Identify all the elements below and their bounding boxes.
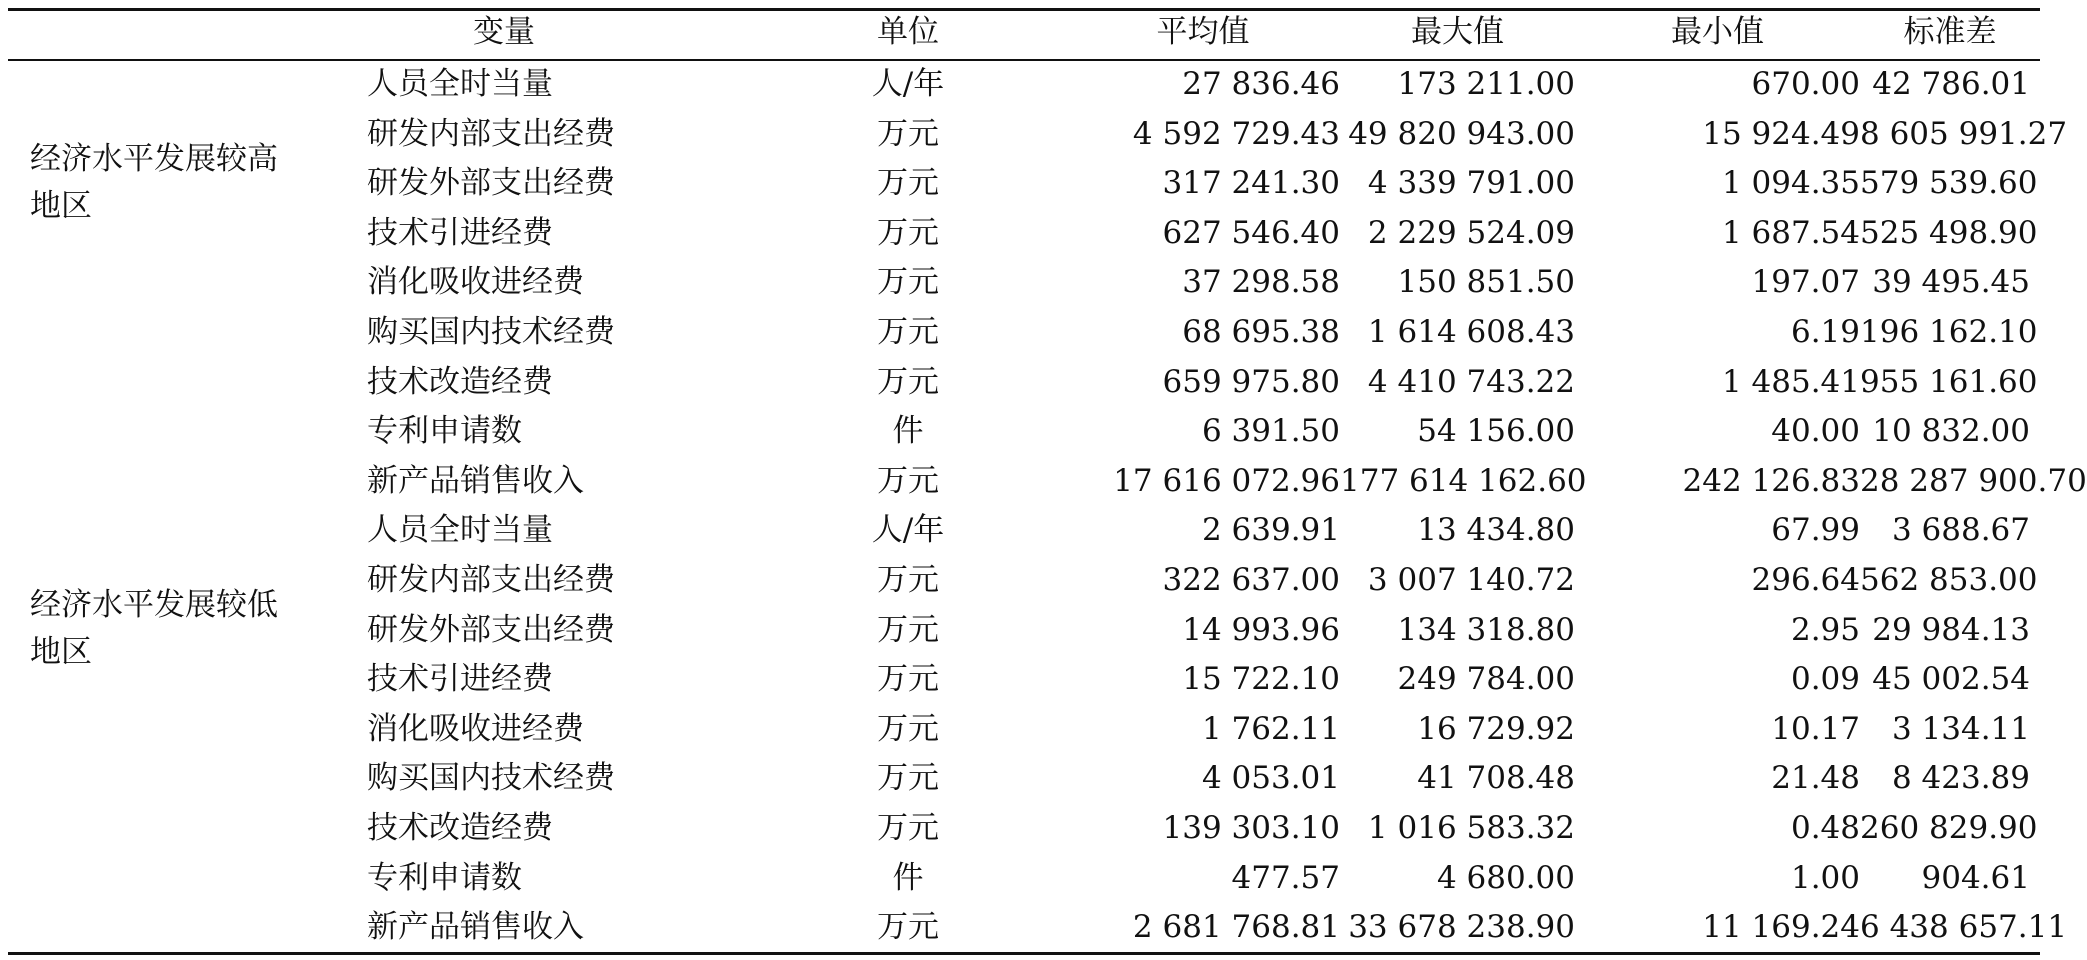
std-cell: 3 134.11 bbox=[1891, 710, 2030, 747]
mean-cell: 37 298.58 bbox=[1182, 264, 1340, 301]
min-cell: 1 485.41 bbox=[1721, 363, 1860, 400]
region-spacer-cell bbox=[8, 258, 353, 308]
unit-cell: 人/年 bbox=[871, 512, 945, 549]
unit-cell: 万元 bbox=[877, 809, 939, 846]
mean-cell: 2 681 768.81 bbox=[1132, 909, 1340, 946]
variable-cell: 专利申请数 bbox=[367, 413, 522, 450]
unit-cell: 万元 bbox=[877, 561, 939, 598]
unit-cell: 万元 bbox=[877, 760, 939, 797]
max-cell: 16 729.92 bbox=[1417, 710, 1575, 747]
max-cell: 4 339 791.00 bbox=[1367, 165, 1575, 202]
mean-cell: 317 241.30 bbox=[1162, 165, 1340, 202]
variable-cell: 研发外部支出经费 bbox=[367, 165, 615, 202]
max-cell: 54 156.00 bbox=[1417, 413, 1575, 450]
region-label-line: 经济水平发展较低 bbox=[30, 587, 278, 623]
mean-cell: 1 762.11 bbox=[1201, 710, 1340, 747]
std-cell: 45 002.54 bbox=[1872, 661, 2030, 698]
std-cell: 6 438 657.11 bbox=[1860, 909, 2068, 946]
mean-cell: 68 695.38 bbox=[1182, 313, 1340, 350]
variable-cell: 新产品销售收入 bbox=[367, 909, 584, 946]
variable-cell: 购买国内技术经费 bbox=[367, 313, 615, 350]
unit-cell: 件 bbox=[892, 413, 924, 450]
variable-cell: 消化吸收进经费 bbox=[367, 710, 584, 747]
region-spacer-cell bbox=[8, 358, 353, 408]
max-cell: 41 708.48 bbox=[1417, 760, 1575, 797]
region-label-line: 地区 bbox=[30, 188, 92, 224]
mean-cell: 14 993.96 bbox=[1182, 611, 1340, 648]
std-cell: 8 423.89 bbox=[1891, 760, 2030, 797]
std-cell: 10 832.00 bbox=[1872, 413, 2030, 450]
max-cell: 1 016 583.32 bbox=[1367, 809, 1575, 846]
max-cell: 150 851.50 bbox=[1397, 264, 1575, 301]
mean-cell: 6 391.50 bbox=[1201, 413, 1340, 450]
min-cell: 242 126.83 bbox=[1682, 462, 1860, 499]
std-cell: 29 984.13 bbox=[1872, 611, 2030, 648]
min-cell: 2.95 bbox=[1790, 611, 1860, 648]
min-cell: 67.99 bbox=[1771, 512, 1860, 549]
header-blank bbox=[8, 8, 353, 60]
region-spacer-cell bbox=[8, 457, 353, 507]
unit-cell: 万元 bbox=[877, 661, 939, 698]
max-cell: 177 614 162.60 bbox=[1340, 462, 1587, 499]
variable-cell: 人员全时当量 bbox=[367, 512, 553, 549]
variable-cell: 技术引进经费 bbox=[367, 214, 553, 251]
std-cell: 39 495.45 bbox=[1872, 264, 2030, 301]
min-cell: 197.07 bbox=[1751, 264, 1860, 301]
unit-cell: 万元 bbox=[877, 909, 939, 946]
mean-cell: 4 592 729.43 bbox=[1132, 115, 1340, 152]
region-label-line: 经济水平发展较高 bbox=[30, 141, 278, 177]
min-cell: 6.19 bbox=[1790, 313, 1860, 350]
region-spacer-cell bbox=[8, 854, 353, 904]
mean-cell: 139 303.10 bbox=[1162, 809, 1340, 846]
header-max: 最大值 bbox=[1411, 14, 1504, 50]
std-cell: 955 161.60 bbox=[1860, 363, 2038, 400]
std-cell: 3 688.67 bbox=[1891, 512, 2030, 549]
region-spacer-cell bbox=[8, 705, 353, 755]
unit-cell: 万元 bbox=[877, 165, 939, 202]
variable-cell: 消化吸收进经费 bbox=[367, 264, 584, 301]
variable-cell: 研发外部支出经费 bbox=[367, 611, 615, 648]
mean-cell: 2 639.91 bbox=[1201, 512, 1340, 549]
variable-cell: 研发内部支出经费 bbox=[367, 561, 615, 598]
max-cell: 13 434.80 bbox=[1417, 512, 1575, 549]
variable-cell: 研发内部支出经费 bbox=[367, 115, 615, 152]
min-cell: 0.09 bbox=[1790, 661, 1860, 698]
unit-cell: 万元 bbox=[877, 264, 939, 301]
unit-cell: 万元 bbox=[877, 115, 939, 152]
header-min: 最小值 bbox=[1671, 14, 1764, 50]
min-cell: 15 924.49 bbox=[1702, 115, 1860, 152]
std-cell: 8 605 991.27 bbox=[1860, 115, 2068, 152]
max-cell: 173 211.00 bbox=[1397, 66, 1575, 102]
min-cell: 0.48 bbox=[1790, 809, 1860, 846]
max-cell: 3 007 140.72 bbox=[1367, 561, 1575, 598]
header-variable: 变量 bbox=[473, 14, 535, 50]
std-cell: 562 853.00 bbox=[1860, 561, 2038, 598]
variable-cell: 技术引进经费 bbox=[367, 661, 553, 698]
header-unit: 单位 bbox=[877, 14, 939, 50]
std-cell: 28 287 900.70 bbox=[1860, 462, 2087, 499]
mean-cell: 17 616 072.96 bbox=[1113, 462, 1340, 499]
min-cell: 11 169.24 bbox=[1702, 909, 1860, 946]
variable-cell: 技术改造经费 bbox=[367, 363, 553, 400]
min-cell: 1.00 bbox=[1790, 859, 1860, 896]
region-label-line: 地区 bbox=[30, 634, 92, 670]
region-spacer-cell bbox=[8, 754, 353, 804]
unit-cell: 万元 bbox=[877, 611, 939, 648]
min-cell: 670.00 bbox=[1751, 66, 1860, 102]
max-cell: 134 318.80 bbox=[1397, 611, 1575, 648]
region-spacer-cell bbox=[8, 308, 353, 358]
region-spacer-cell bbox=[8, 804, 353, 854]
max-cell: 1 614 608.43 bbox=[1367, 313, 1575, 350]
min-cell: 40.00 bbox=[1771, 413, 1860, 450]
region-label-low bbox=[30, 582, 350, 676]
max-cell: 49 820 943.00 bbox=[1348, 115, 1575, 152]
variable-cell: 人员全时当量 bbox=[367, 66, 553, 102]
region-spacer-cell bbox=[8, 407, 353, 457]
variable-cell: 技术改造经费 bbox=[367, 809, 553, 846]
region-spacer-cell bbox=[8, 903, 353, 953]
min-cell: 1 094.35 bbox=[1721, 165, 1860, 202]
mean-cell: 27 836.46 bbox=[1182, 66, 1340, 102]
unit-cell: 万元 bbox=[877, 363, 939, 400]
std-cell: 579 539.60 bbox=[1860, 165, 2038, 202]
max-cell: 2 229 524.09 bbox=[1367, 214, 1575, 251]
max-cell: 4 410 743.22 bbox=[1367, 363, 1575, 400]
variable-cell: 购买国内技术经费 bbox=[367, 760, 615, 797]
min-cell: 1 687.54 bbox=[1721, 214, 1860, 251]
region-spacer-cell bbox=[8, 60, 353, 110]
mean-cell: 627 546.40 bbox=[1162, 214, 1340, 251]
min-cell: 296.64 bbox=[1751, 561, 1860, 598]
unit-cell: 万元 bbox=[877, 710, 939, 747]
mean-cell: 477.57 bbox=[1231, 859, 1340, 896]
region-label-high bbox=[30, 136, 350, 230]
max-cell: 4 680.00 bbox=[1436, 859, 1575, 896]
max-cell: 249 784.00 bbox=[1397, 661, 1575, 698]
unit-cell: 万元 bbox=[877, 313, 939, 350]
unit-cell: 万元 bbox=[877, 214, 939, 251]
mean-cell: 322 637.00 bbox=[1162, 561, 1340, 598]
max-cell: 33 678 238.90 bbox=[1348, 909, 1575, 946]
min-cell: 21.48 bbox=[1771, 760, 1860, 797]
std-cell: 260 829.90 bbox=[1860, 809, 2038, 846]
variable-cell: 专利申请数 bbox=[367, 859, 522, 896]
unit-cell: 人/年 bbox=[871, 66, 945, 102]
mean-cell: 4 053.01 bbox=[1201, 760, 1340, 797]
std-cell: 42 786.01 bbox=[1872, 66, 2030, 102]
header-mean: 平均值 bbox=[1156, 14, 1250, 50]
std-cell: 525 498.90 bbox=[1860, 214, 2038, 251]
statistics-table bbox=[8, 8, 2087, 952]
std-cell: 904.61 bbox=[1921, 859, 2030, 896]
header-std: 标准差 bbox=[1903, 14, 1997, 50]
std-cell: 196 162.10 bbox=[1860, 313, 2038, 350]
mean-cell: 659 975.80 bbox=[1162, 363, 1340, 400]
min-cell: 10.17 bbox=[1771, 710, 1860, 747]
unit-cell: 万元 bbox=[877, 462, 939, 499]
unit-cell: 件 bbox=[892, 859, 924, 896]
variable-cell: 新产品销售收入 bbox=[367, 462, 584, 499]
mean-cell: 15 722.10 bbox=[1182, 661, 1340, 698]
region-spacer-cell bbox=[8, 506, 353, 556]
